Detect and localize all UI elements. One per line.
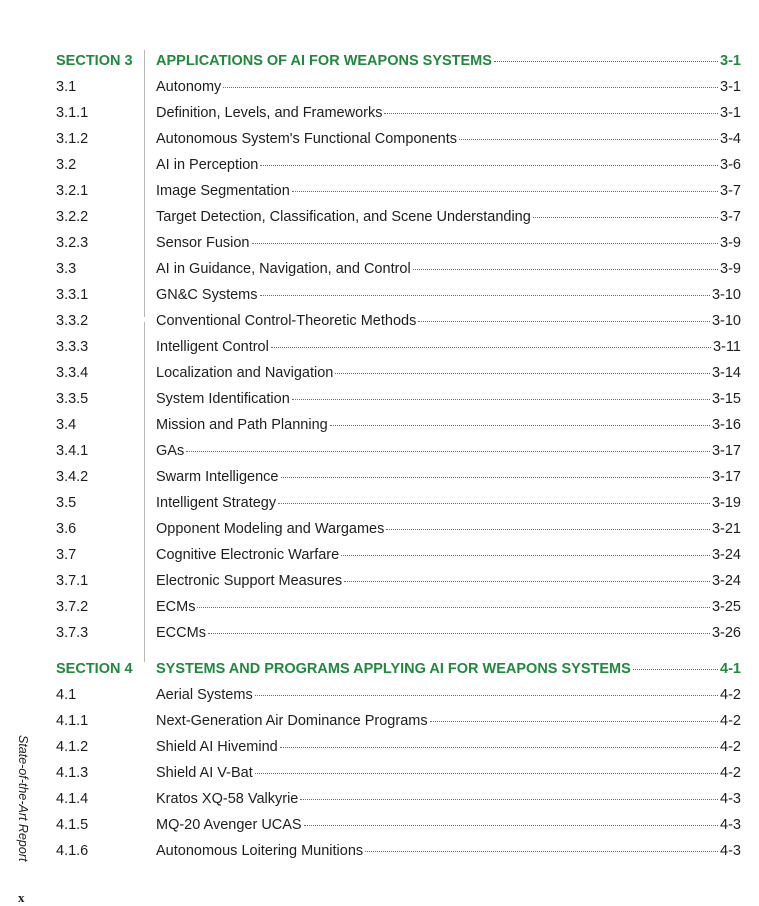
entry-title: Localization and Navigation <box>156 365 334 381</box>
toc-entry[interactable] <box>56 74 741 100</box>
toc-entry[interactable] <box>56 516 741 542</box>
toc-entry[interactable] <box>56 708 741 734</box>
dot-leader <box>292 190 718 192</box>
entry-page: 4-2 <box>720 713 741 729</box>
entry-title: Aerial Systems <box>156 687 253 703</box>
dot-leader <box>344 580 710 582</box>
toc-entry[interactable] <box>56 152 741 178</box>
dot-leader <box>494 60 718 62</box>
dot-leader <box>197 606 709 608</box>
dot-leader <box>633 668 718 670</box>
toc-entry[interactable] <box>56 568 741 594</box>
entry-page: 3-25 <box>711 599 741 615</box>
dot-leader <box>278 502 710 504</box>
entry-page: 3-15 <box>711 391 741 407</box>
entry-number: 4.1.3 <box>56 765 89 781</box>
entry-number: 3.4.1 <box>56 443 89 459</box>
entry-title: Sensor Fusion <box>156 235 250 251</box>
entry-title: Next-Generation Air Dominance Programs <box>156 713 428 729</box>
toc-entry[interactable] <box>56 204 741 230</box>
dot-leader <box>533 216 718 218</box>
entry-title: Cognitive Electronic Warfare <box>156 547 340 563</box>
section-page: 4-1 <box>720 661 741 677</box>
dot-leader <box>280 746 718 748</box>
entry-title: Intelligent Control <box>156 339 269 355</box>
entry-page: 3-7 <box>720 183 741 199</box>
entry-number: 3.2 <box>56 157 77 173</box>
entry-page: 3-26 <box>711 625 741 641</box>
entry-number: 4.1.1 <box>56 713 89 729</box>
dot-leader <box>304 824 718 826</box>
toc-entry[interactable] <box>56 178 741 204</box>
dot-leader <box>384 112 718 114</box>
toc-entry[interactable] <box>56 490 741 516</box>
entry-page: 4-3 <box>720 843 741 859</box>
dot-leader <box>341 554 710 556</box>
dot-leader <box>252 242 719 244</box>
dot-leader <box>260 164 718 166</box>
entry-title: Electronic Support Measures <box>156 573 343 589</box>
entry-page: 3-24 <box>711 547 741 563</box>
entry-number: 4.1.5 <box>56 817 89 833</box>
dot-leader <box>300 798 718 800</box>
entry-number: 3.3.4 <box>56 365 89 381</box>
toc-entry[interactable] <box>56 360 741 386</box>
entry-page: 3-24 <box>711 573 741 589</box>
dot-leader <box>292 398 710 400</box>
entry-title: Shield AI Hivemind <box>156 739 278 755</box>
entry-title: Conventional Control-Theoretic Methods <box>156 313 417 329</box>
entry-title: Image Segmentation <box>156 183 290 199</box>
entry-number: 3.2.3 <box>56 235 89 251</box>
toc-entry[interactable] <box>56 786 741 812</box>
dot-leader <box>281 476 710 478</box>
dot-leader <box>365 850 718 852</box>
entry-page: 3-1 <box>720 105 741 121</box>
entry-number: 3.3.2 <box>56 313 89 329</box>
entry-number: 3.2.2 <box>56 209 89 225</box>
entry-page: 3-6 <box>720 157 741 173</box>
entry-page: 3-17 <box>711 469 741 485</box>
dot-leader <box>335 372 710 374</box>
toc-entry[interactable] <box>56 334 741 360</box>
running-header: State-of-the-Art Report <box>16 735 30 862</box>
toc-entry[interactable] <box>56 256 741 282</box>
entry-page: 3-9 <box>720 261 741 277</box>
section-heading[interactable] <box>56 48 741 74</box>
entry-title: ECCMs <box>156 625 206 641</box>
dot-leader <box>459 138 718 140</box>
entry-page: 3-1 <box>720 79 741 95</box>
entry-number: 3.5 <box>56 495 77 511</box>
entry-title: Mission and Path Planning <box>156 417 328 433</box>
section-entries <box>56 682 741 864</box>
section-title: APPLICATIONS OF AI FOR WEAPONS SYSTEMS <box>156 53 492 69</box>
entry-page: 4-3 <box>720 791 741 807</box>
entry-page: 3-10 <box>711 287 741 303</box>
entry-number: 4.1 <box>56 687 77 703</box>
section-entries <box>56 74 741 646</box>
entry-number: 3.3.1 <box>56 287 89 303</box>
dot-leader <box>418 320 710 322</box>
entry-number: 3.7.2 <box>56 599 89 615</box>
entry-number: 3.7 <box>56 547 77 563</box>
entry-number: 3.1 <box>56 79 77 95</box>
entry-title: Swarm Intelligence <box>156 469 279 485</box>
toc-entry[interactable] <box>56 620 741 646</box>
dot-leader <box>386 528 710 530</box>
section-number: SECTION 3 <box>56 53 133 69</box>
dot-leader <box>208 632 710 634</box>
entry-title: AI in Guidance, Navigation, and Control <box>156 261 411 277</box>
entry-page: 4-2 <box>720 687 741 703</box>
toc-entry[interactable] <box>56 838 741 864</box>
entry-page: 3-21 <box>711 521 741 537</box>
entry-number: 3.4.2 <box>56 469 89 485</box>
toc-entry[interactable] <box>56 230 741 256</box>
entry-page: 4-2 <box>720 739 741 755</box>
toc-entry[interactable] <box>56 682 741 708</box>
dot-leader <box>223 86 718 88</box>
entry-page: 3-10 <box>711 313 741 329</box>
entry-title: Definition, Levels, and Frameworks <box>156 105 383 121</box>
entry-title: GAs <box>156 443 185 459</box>
entry-title: MQ-20 Avenger UCAS <box>156 817 302 833</box>
dot-leader <box>413 268 718 270</box>
section-page: 3-1 <box>720 53 741 69</box>
toc-entry[interactable] <box>56 760 741 786</box>
dot-leader <box>255 772 718 774</box>
entry-title: AI in Perception <box>156 157 259 173</box>
entry-page: 3-17 <box>711 443 741 459</box>
entry-title: System Identification <box>156 391 290 407</box>
entry-page: 3-11 <box>713 339 741 355</box>
entry-number: 3.3.3 <box>56 339 89 355</box>
entry-title: Intelligent Strategy <box>156 495 277 511</box>
entry-page: 3-9 <box>720 235 741 251</box>
entry-number: 3.6 <box>56 521 77 537</box>
entry-number: 3.4 <box>56 417 77 433</box>
dot-leader <box>255 694 718 696</box>
toc-entry[interactable] <box>56 412 741 438</box>
entry-number: 3.7.1 <box>56 573 89 589</box>
section-title: SYSTEMS AND PROGRAMS APPLYING AI FOR WEAPONS SYSTEMS <box>156 661 631 677</box>
toc-entry[interactable] <box>56 812 741 838</box>
toc-entry[interactable] <box>56 308 741 334</box>
entry-number: 4.1.6 <box>56 843 89 859</box>
entry-title: Shield AI V-Bat <box>156 765 253 781</box>
entry-page: 3-14 <box>711 365 741 381</box>
entry-title: Autonomous Loitering Munitions <box>156 843 364 859</box>
entry-page: 4-3 <box>720 817 741 833</box>
entry-title: Kratos XQ-58 Valkyrie <box>156 791 299 807</box>
toc-entry[interactable] <box>56 734 741 760</box>
entry-page: 3-7 <box>720 209 741 225</box>
entry-number: 4.1.2 <box>56 739 89 755</box>
entry-title: Autonomy <box>156 79 222 95</box>
toc-entry[interactable] <box>56 464 741 490</box>
entry-title: Autonomous System's Functional Components <box>156 131 457 147</box>
entry-page: 4-2 <box>720 765 741 781</box>
entry-number: 3.2.1 <box>56 183 89 199</box>
dot-leader <box>186 450 710 452</box>
toc-entry[interactable] <box>56 594 741 620</box>
toc-entry[interactable] <box>56 126 741 152</box>
entry-title: ECMs <box>156 599 196 615</box>
entry-page: 3-16 <box>711 417 741 433</box>
entry-page: 3-4 <box>720 131 741 147</box>
entry-number: 3.1.1 <box>56 105 89 121</box>
entry-number: 3.1.2 <box>56 131 89 147</box>
entry-number: 3.3.5 <box>56 391 89 407</box>
entry-number: 3.7.3 <box>56 625 89 641</box>
entry-page: 3-19 <box>711 495 741 511</box>
toc-entry[interactable] <box>56 282 741 308</box>
section-heading[interactable] <box>56 656 741 682</box>
toc-entry[interactable] <box>56 386 741 412</box>
toc-entry[interactable] <box>56 100 741 126</box>
entry-number: 3.3 <box>56 261 77 277</box>
dot-leader <box>271 346 711 348</box>
dot-leader <box>430 720 718 722</box>
entry-number: 4.1.4 <box>56 791 89 807</box>
entry-title: GN&C Systems <box>156 287 258 303</box>
dot-leader <box>330 424 710 426</box>
page-number: x <box>18 890 25 905</box>
section-number: SECTION 4 <box>56 661 133 677</box>
entry-title: Target Detection, Classification, and Scene Understanding <box>156 209 531 225</box>
table-of-contents <box>56 48 741 864</box>
toc-entry[interactable] <box>56 438 741 464</box>
toc-entry[interactable] <box>56 542 741 568</box>
dot-leader <box>260 294 710 296</box>
entry-title: Opponent Modeling and Wargames <box>156 521 385 537</box>
